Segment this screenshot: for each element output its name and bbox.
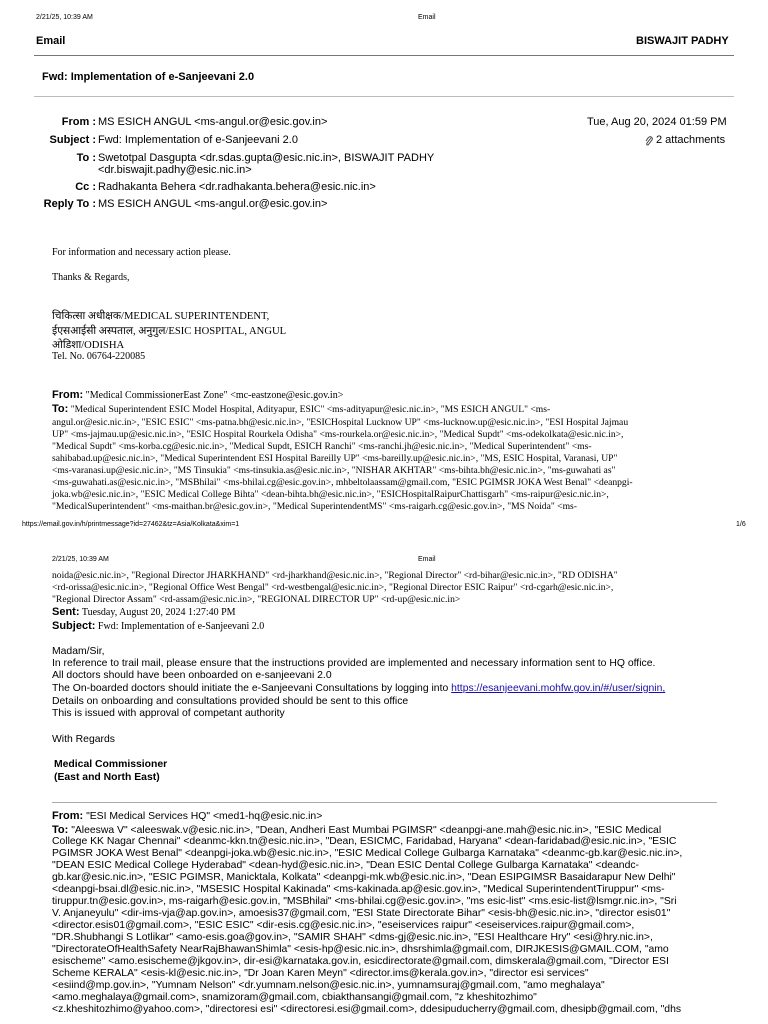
user-name: BISWAJIT PADHY: [636, 35, 729, 47]
fwd-to-line: <deanpgi-bsai.dl@esic.nic.in>, "MSESIC Hospital Kakinada" <ms-kakinada.ap@esic.gov.in>, "Medical SuperintendentTiruppur" <ms-: [52, 884, 665, 895]
fwd-to-line: <amo.meghalaya@gmail.com>, snamizoram@gmail.com, cbiakthansangi@gmail.com, "z kheshitozhimo": [52, 992, 537, 1003]
fwd-to-line: angul.or@esic.nic.in>, "ESIC ESIC" <ms-patna.bh@esic.nic.in>, "ESICHospital Lucknow UP" <ms-lucknow.up@esic.nic.in>, "ESI Hospital Jajmau: [52, 417, 629, 428]
signature-line: Tel. No. 06764-220085: [52, 351, 146, 362]
fwd-from-label: From:: [52, 389, 84, 401]
fwd-sent: [52, 606, 236, 618]
paperclip-icon: [644, 135, 654, 147]
print-title: Email: [418, 14, 436, 21]
signature-line: ओडिशा/ODISHA: [52, 340, 125, 351]
cc-label: Cc :: [75, 181, 96, 193]
fwd-to-line: PGIMSR JOKA West Benal" <deanpgi-joka.wb@esic.nic.in>, "ESIC Medical College Gulbarga Karnataka" <deanmc-gb.kar@esic.nic.in>,: [52, 848, 683, 859]
fwd-to-line: V. Anjaneyulu" <dir-ims-vja@ap.gov.in>, amoesis37@gmail.com, "ESI State Directorate Bihar" <esis-bh@esic.nic.in>, "director esis01": [52, 908, 671, 919]
body-line: With Regards: [52, 734, 115, 745]
esanjeevani-link[interactable]: https://esanjeevani.mohfw.gov.in/#/user/signin,: [451, 683, 666, 694]
body-line: Madam/Sir,: [52, 646, 105, 657]
body-line: This is issued with approval of competant authority: [52, 708, 285, 719]
print-datetime: 2/21/25, 10:39 AM: [36, 14, 93, 21]
body-line: [52, 683, 665, 694]
section-divider: [52, 802, 717, 803]
fwd-to-line: [52, 403, 550, 415]
fwd-to-line: "DirectorateOfHealthSafety NearRajBhawanShimla" <esis-hp@esic.nic.in>, dhsrshimla@gmail.com, DIRJKESIS@GMAIL.COM, "amo: [52, 944, 669, 955]
fwd-subject-value: Fwd: Implementation of e-Sanjeevani 2.0: [97, 621, 265, 632]
fwd-to-line: noida@esic.nic.in>, "Regional Director JHARKHAND" <rd-jharkhand@esic.nic.in>, "Regional Director" <rd-bihar@esic.nic.in>, "RD ODISHA": [52, 570, 618, 581]
fwd-to-text: "Medical Superintendent ESIC Model Hospital, Adityapur, ESIC" <ms-adityapur@esic.nic.in>, "MS ESICH ANGUL" <ms-: [70, 404, 551, 415]
body-line: For information and necessary action please.: [52, 247, 231, 258]
body-line: In reference to trail mail, please ensure that the instructions provided are implemented and necessary information sent to HQ office.: [52, 658, 656, 669]
title-divider: [34, 96, 734, 97]
page-number: 1/6: [736, 521, 746, 528]
fwd-to-line: College KK Nagar Chennai" <deanmc-kkn.tn@esic.nic.in>, "Dean, ESICMC, Faridabad, Haryana" <dean-faridabad@esic.nic.in>, "ESIC: [52, 836, 677, 847]
fwd-to-line: UP" <ms-jajmau.up@esic.nic.in>, "ESIC Hospital Rourkela Odisha" <ms-rourkela.or@esic.nic.in>, "Medical Supdt" <ms-odekolkata@esic.nic.in>,: [52, 429, 624, 440]
fwd-to-line: "Medical Supdt" <ms-korba.cg@esic.nic.in>, "Medical Supdt, ESICH Ranchi" <ms-ranchi.jh@esic.nic.in>, "Medical Superintendent" <ms-: [52, 441, 592, 452]
fwd-from-label: From:: [52, 810, 84, 822]
print-url: https://email.gov.in/h/printmessage?id=27462&tz=Asia/Kolkata&xim=1: [22, 521, 240, 528]
app-title: Email: [36, 35, 66, 47]
print-datetime: 2/21/25, 10:39 AM: [52, 556, 109, 563]
fwd-to-line: "DEAN ESIC Medical College Hyderabad" <dean-hyd@esic.nic.in>, "Dean ESIC Dental College Gulbarga Karnataka" <deandc-: [52, 860, 639, 871]
fwd-to-line: joka.wb@esic.nic.in>, "ESIC Medical College Bihta" <dean-bihta.bh@esic.nic.in>, "ESICHospitalRaipurChattisgarh" <ms-raipur@esic.nic.in>,: [52, 489, 609, 500]
fwd-to-line: Scheme KERALA" <esis-kl@esic.nic.in>, "Dr Joan Karen Meyn" <director.ims@kerala.gov.in>, "director esi services": [52, 968, 589, 979]
fwd-subject: [52, 620, 264, 632]
attachments-count[interactable]: 2 attachments: [656, 134, 726, 146]
fwd-to-line: <ms-varanasi.up@esic.nic.in>, "MS Tinsukia" <ms-tinsukia.as@esic.nic.in>, "NISHAR AKHTAR" <ms-bihta.bh@esic.nic.in>, "ms-guwahati as": [52, 465, 616, 476]
fwd-from: [52, 810, 322, 822]
fwd-to-line: <director.esis01@gmail.com>, "ESIC ESIC" <dir-esis.cg@esic.nic.in>, "eseiservices raipur" <eseiservices.raipur@gmail.com>,: [52, 920, 635, 931]
to-value-line1: Swetotpal Dasgupta <dr.sdas.gupta@esic.nic.in>, BISWAJIT PADHY: [98, 152, 435, 164]
from-label: From :: [61, 116, 96, 128]
from-value: MS ESICH ANGUL <ms-angul.or@esic.gov.in>: [98, 116, 328, 128]
fwd-to-label: To:: [52, 824, 69, 836]
fwd-to-label: To:: [52, 403, 69, 415]
to-label: To :: [76, 152, 96, 164]
fwd-subject-label: Subject:: [52, 620, 96, 632]
fwd-sent-value: Tuesday, August 20, 2024 1:27:40 PM: [81, 607, 236, 618]
to-value-line2: <dr.biswajit.padhy@esic.nic.in>: [98, 164, 252, 176]
fwd-from-value: "ESI Medical Services HQ" <med1-hq@esic.nic.in>: [86, 811, 323, 822]
replyto-label: Reply To :: [43, 198, 96, 210]
fwd-to-line: esischeme" <amo.esischeme@jkgov.in>, dir-esi@karnataka.gov.in, esicdirectorate@gmail.com, dimskerala@gmail.com, "Director ESI: [52, 956, 669, 967]
message-date: Tue, Aug 20, 2024 01:59 PM: [587, 116, 727, 128]
fwd-to-line: "MedicalSuperintendent" <ms-maithan.br@esic.gov.in>, "Medical SuperintendentMS" <ms-raigarh.cg@esic.gov.in>, "MS Noida" <ms-: [52, 501, 577, 512]
fwd-to-line: tiruppur.tn@esic.gov.in>, ms-raigarh@esic.gov.in, "MSBhilai" <ms-bhilai.cg@esic.gov.in>, "ms esic-list" <ms.esic-list@lsmgr.nic.in>, "Sri: [52, 896, 677, 907]
body-line: All doctors should have been onboarded on e-sanjeevani 2.0: [52, 670, 332, 681]
page-title: Fwd: Implementation of e-Sanjeevani 2.0: [42, 71, 255, 83]
signature-line: चिकित्सा अधीक्षक/MEDICAL SUPERINTENDENT,: [52, 311, 270, 322]
signature-line: (East and North East): [54, 772, 160, 783]
fwd-to-line: <rd-orissa@esic.nic.in>, "Regional Office West Bengal" <rd-westbengal@esic.nic.in>, "Regional Director ESIC Raipur" <rd-cgarh@esic.nic.in>,: [52, 582, 614, 593]
fwd-to-line: <esiind@mp.gov.in>, "Yumnam Nelson" <dr.yumnam.nelson@esic.nic.in>, yumnamsuraj@gmail.com, "amo meghalaya": [52, 980, 605, 991]
fwd-to-text: "Aleeswa V" <aleeswak.v@esic.nic.in>, "Dean, Andheri East Mumbai PGIMSR" <deanpgi-ane.mah@esic.nic.in>, "ESIC Medical: [71, 825, 662, 836]
fwd-to-line: gb.kar@esic.nic.in>, "ESIC PGIMSR, Manicktala, Kolkata" <deanpgi-mk.wb@esic.nic.in>, "Dean ESIPGIMSR Basaidarapur New Delhi": [52, 872, 676, 883]
subject-value: Fwd: Implementation of e-Sanjeevani 2.0: [98, 134, 298, 146]
fwd-to-line: "DR.Shubhangi S Lotlikar" <amo-esis.goa@gov.in>, "SAMIR SHAH" <dms-gj@esic.nic.in>, "ESI Healthcare Hry" <esi@hry.nic.in>,: [52, 932, 653, 943]
fwd-to-line: <z.kheshitozhimo@yahoo.com>, "directoresi esi" <directoresi.esi@gmail.com>, ddesipuducherry@gmail.com, dhesipb@gmail.com, "dhs: [52, 1004, 682, 1015]
signature-line: Medical Commissioner: [54, 759, 168, 770]
fwd-to-line: "Regional Director Assam" <rd-assam@esic.nic.in>, "REGIONAL DIRECTOR UP" <rd-up@esic.nic.in>: [52, 594, 461, 605]
signature-line: ईएसआईसी अस्पताल, अनुगुल/ESIC HOSPITAL, ANGUL: [52, 326, 287, 337]
print-title: Email: [418, 556, 436, 563]
subject-label: Subject :: [49, 134, 96, 146]
header-divider: [34, 55, 734, 56]
fwd-from: [52, 389, 343, 401]
fwd-to-line: <ms-guwahati.as@esic.nic.in>, "MSBhilai" <ms-bhilai.cg@esic.gov.in>, mhbeltolaassam@gmail.com, "ESIC PGIMSR JOKA West Benal" <deanpgi-: [52, 477, 633, 488]
body-line: Details on onboarding and consultations provided should be sent to this office: [52, 696, 409, 707]
fwd-to-line: [52, 824, 661, 836]
replyto-value: MS ESICH ANGUL <ms-angul.or@esic.gov.in>: [98, 198, 328, 210]
body-line: Thanks & Regards,: [52, 272, 130, 283]
fwd-sent-label: Sent:: [52, 606, 80, 618]
body-text: The On-boarded doctors should initiate the e-Sanjeevani Consultations by logging into: [52, 683, 452, 694]
fwd-to-line: sahibabad.up@esic.nic.in>, "Medical Superintendent ESI Hospital Bareilly UP" <ms-bareilly.up@esic.nic.in>, "MS, ESIC Hospital, Varanasi, UP": [52, 453, 618, 464]
cc-value: Radhakanta Behera <dr.radhakanta.behera@esic.nic.in>: [98, 181, 376, 193]
fwd-from-value: "Medical CommissionerEast Zone" <mc-eastzone@esic.gov.in>: [85, 390, 344, 401]
